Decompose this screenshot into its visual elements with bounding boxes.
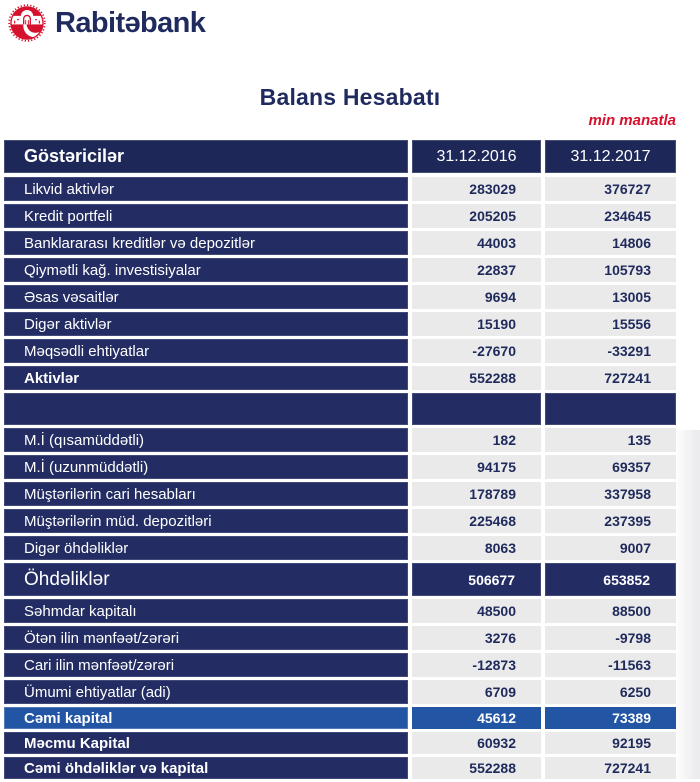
- row-value-2016: 225468: [412, 509, 541, 533]
- row-label: Cari ilin mənfəət/zərəri: [4, 653, 408, 677]
- table-row: [4, 482, 676, 506]
- row-value-2017: 727241: [545, 366, 676, 390]
- row-value-2017: -33291: [545, 339, 676, 363]
- row-value-2016: 22837: [412, 258, 541, 282]
- row-value-2016: 178789: [412, 482, 541, 506]
- row-label: Səhmdar kapitalı: [4, 599, 408, 623]
- row-value-2016: 48500: [412, 599, 541, 623]
- row-value-2016: [412, 393, 541, 425]
- row-value-2017: 376727: [545, 177, 676, 201]
- table-row: [4, 680, 676, 704]
- table-row: [4, 563, 676, 596]
- column-header-2017: 31.12.2017: [545, 140, 676, 173]
- table-row: [4, 177, 676, 201]
- table-row: [4, 312, 676, 336]
- row-value-2017: 237395: [545, 509, 676, 533]
- row-value-2016: 205205: [412, 204, 541, 228]
- table-row: [4, 366, 676, 390]
- row-label: Aktivlər: [4, 366, 408, 390]
- row-value-2017: 92195: [545, 732, 676, 754]
- row-label: Qiymətli kağ. investisiyalar: [4, 258, 408, 282]
- row-label: Məcmu Kapital: [4, 732, 408, 754]
- row-value-2017: 727241: [545, 757, 676, 779]
- row-value-2016: 552288: [412, 366, 541, 390]
- table-row: [4, 732, 676, 754]
- table-row: [4, 204, 676, 228]
- row-label: Banklararası kreditlər və depozitlər: [4, 231, 408, 255]
- table-row: [4, 258, 676, 282]
- row-value-2016: -12873: [412, 653, 541, 677]
- table-spacer-row: [4, 393, 676, 425]
- balance-table-body: [4, 177, 676, 779]
- row-label: Ötən ilin mənfəət/zərəri: [4, 626, 408, 650]
- row-label: Ümumi ehtiyatlar (adi): [4, 680, 408, 704]
- row-value-2017: -9798: [545, 626, 676, 650]
- row-value-2017: 6250: [545, 680, 676, 704]
- row-value-2017: 105793: [545, 258, 676, 282]
- row-value-2017: 14806: [545, 231, 676, 255]
- table-row: [4, 536, 676, 560]
- table-row: [4, 626, 676, 650]
- row-label: Digər öhdəliklər: [4, 536, 408, 560]
- table-row: [4, 509, 676, 533]
- row-label: Cəmi öhdəliklər və kapital: [4, 757, 408, 779]
- row-value-2016: 44003: [412, 231, 541, 255]
- row-value-2016: 552288: [412, 757, 541, 779]
- row-label: Cəmi kapital: [4, 707, 408, 729]
- row-value-2017: 653852: [545, 563, 676, 596]
- table-row: [4, 757, 676, 779]
- row-value-2017: 135: [545, 428, 676, 452]
- row-value-2016: 45612: [412, 707, 541, 729]
- row-value-2017: [545, 393, 676, 425]
- row-label: Əsas vəsaitlər: [4, 285, 408, 309]
- table-row: [4, 231, 676, 255]
- row-value-2016: 60932: [412, 732, 541, 754]
- table-row: [4, 339, 676, 363]
- table-row: [4, 455, 676, 479]
- row-label: Digər aktivlər: [4, 312, 408, 336]
- table-row: [4, 599, 676, 623]
- row-label: Müştərilərin cari hesabları: [4, 482, 408, 506]
- row-value-2016: 3276: [412, 626, 541, 650]
- page-title: Balans Hesabatı: [259, 84, 441, 110]
- row-label: Kredit portfeli: [4, 204, 408, 228]
- row-value-2016: 283029: [412, 177, 541, 201]
- row-label: [4, 393, 408, 425]
- row-label: M.İ (qısamüddətli): [4, 428, 408, 452]
- row-label: Müştərilərin müd. depozitləri: [4, 509, 408, 533]
- table-row: [4, 428, 676, 452]
- row-value-2017: 88500: [545, 599, 676, 623]
- table-header-row: [4, 140, 676, 173]
- table-row: [4, 653, 676, 677]
- row-label: M.İ (uzunmüddətli): [4, 455, 408, 479]
- row-value-2017: 234645: [545, 204, 676, 228]
- page-shadow: [674, 430, 700, 779]
- table-row: [4, 707, 676, 729]
- column-header-indicators: Göstəricilər: [4, 140, 408, 173]
- row-value-2016: 9694: [412, 285, 541, 309]
- row-value-2016: 6709: [412, 680, 541, 704]
- row-label: Öhdəliklər: [4, 563, 408, 596]
- row-value-2017: 15556: [545, 312, 676, 336]
- row-label: Likvid aktivlər: [4, 177, 408, 201]
- row-value-2017: 9007: [545, 536, 676, 560]
- row-label: Məqsədli ehtiyatlar: [4, 339, 408, 363]
- row-value-2016: -27670: [412, 339, 541, 363]
- row-value-2017: 337958: [545, 482, 676, 506]
- row-value-2016: 15190: [412, 312, 541, 336]
- column-header-2016: 31.12.2016: [412, 140, 541, 173]
- bank-emblem-icon: [8, 4, 46, 42]
- row-value-2017: 73389: [545, 707, 676, 729]
- row-value-2016: 506677: [412, 563, 541, 596]
- unit-note: min manatla: [588, 112, 676, 129]
- row-value-2016: 8063: [412, 536, 541, 560]
- bank-logo-text: Rabitəbank: [55, 6, 206, 39]
- bank-logo: [8, 4, 205, 42]
- balance-table: [4, 140, 676, 782]
- row-value-2017: -11563: [545, 653, 676, 677]
- row-value-2017: 69357: [545, 455, 676, 479]
- row-value-2016: 182: [412, 428, 541, 452]
- table-row: [4, 285, 676, 309]
- row-value-2017: 13005: [545, 285, 676, 309]
- row-value-2016: 94175: [412, 455, 541, 479]
